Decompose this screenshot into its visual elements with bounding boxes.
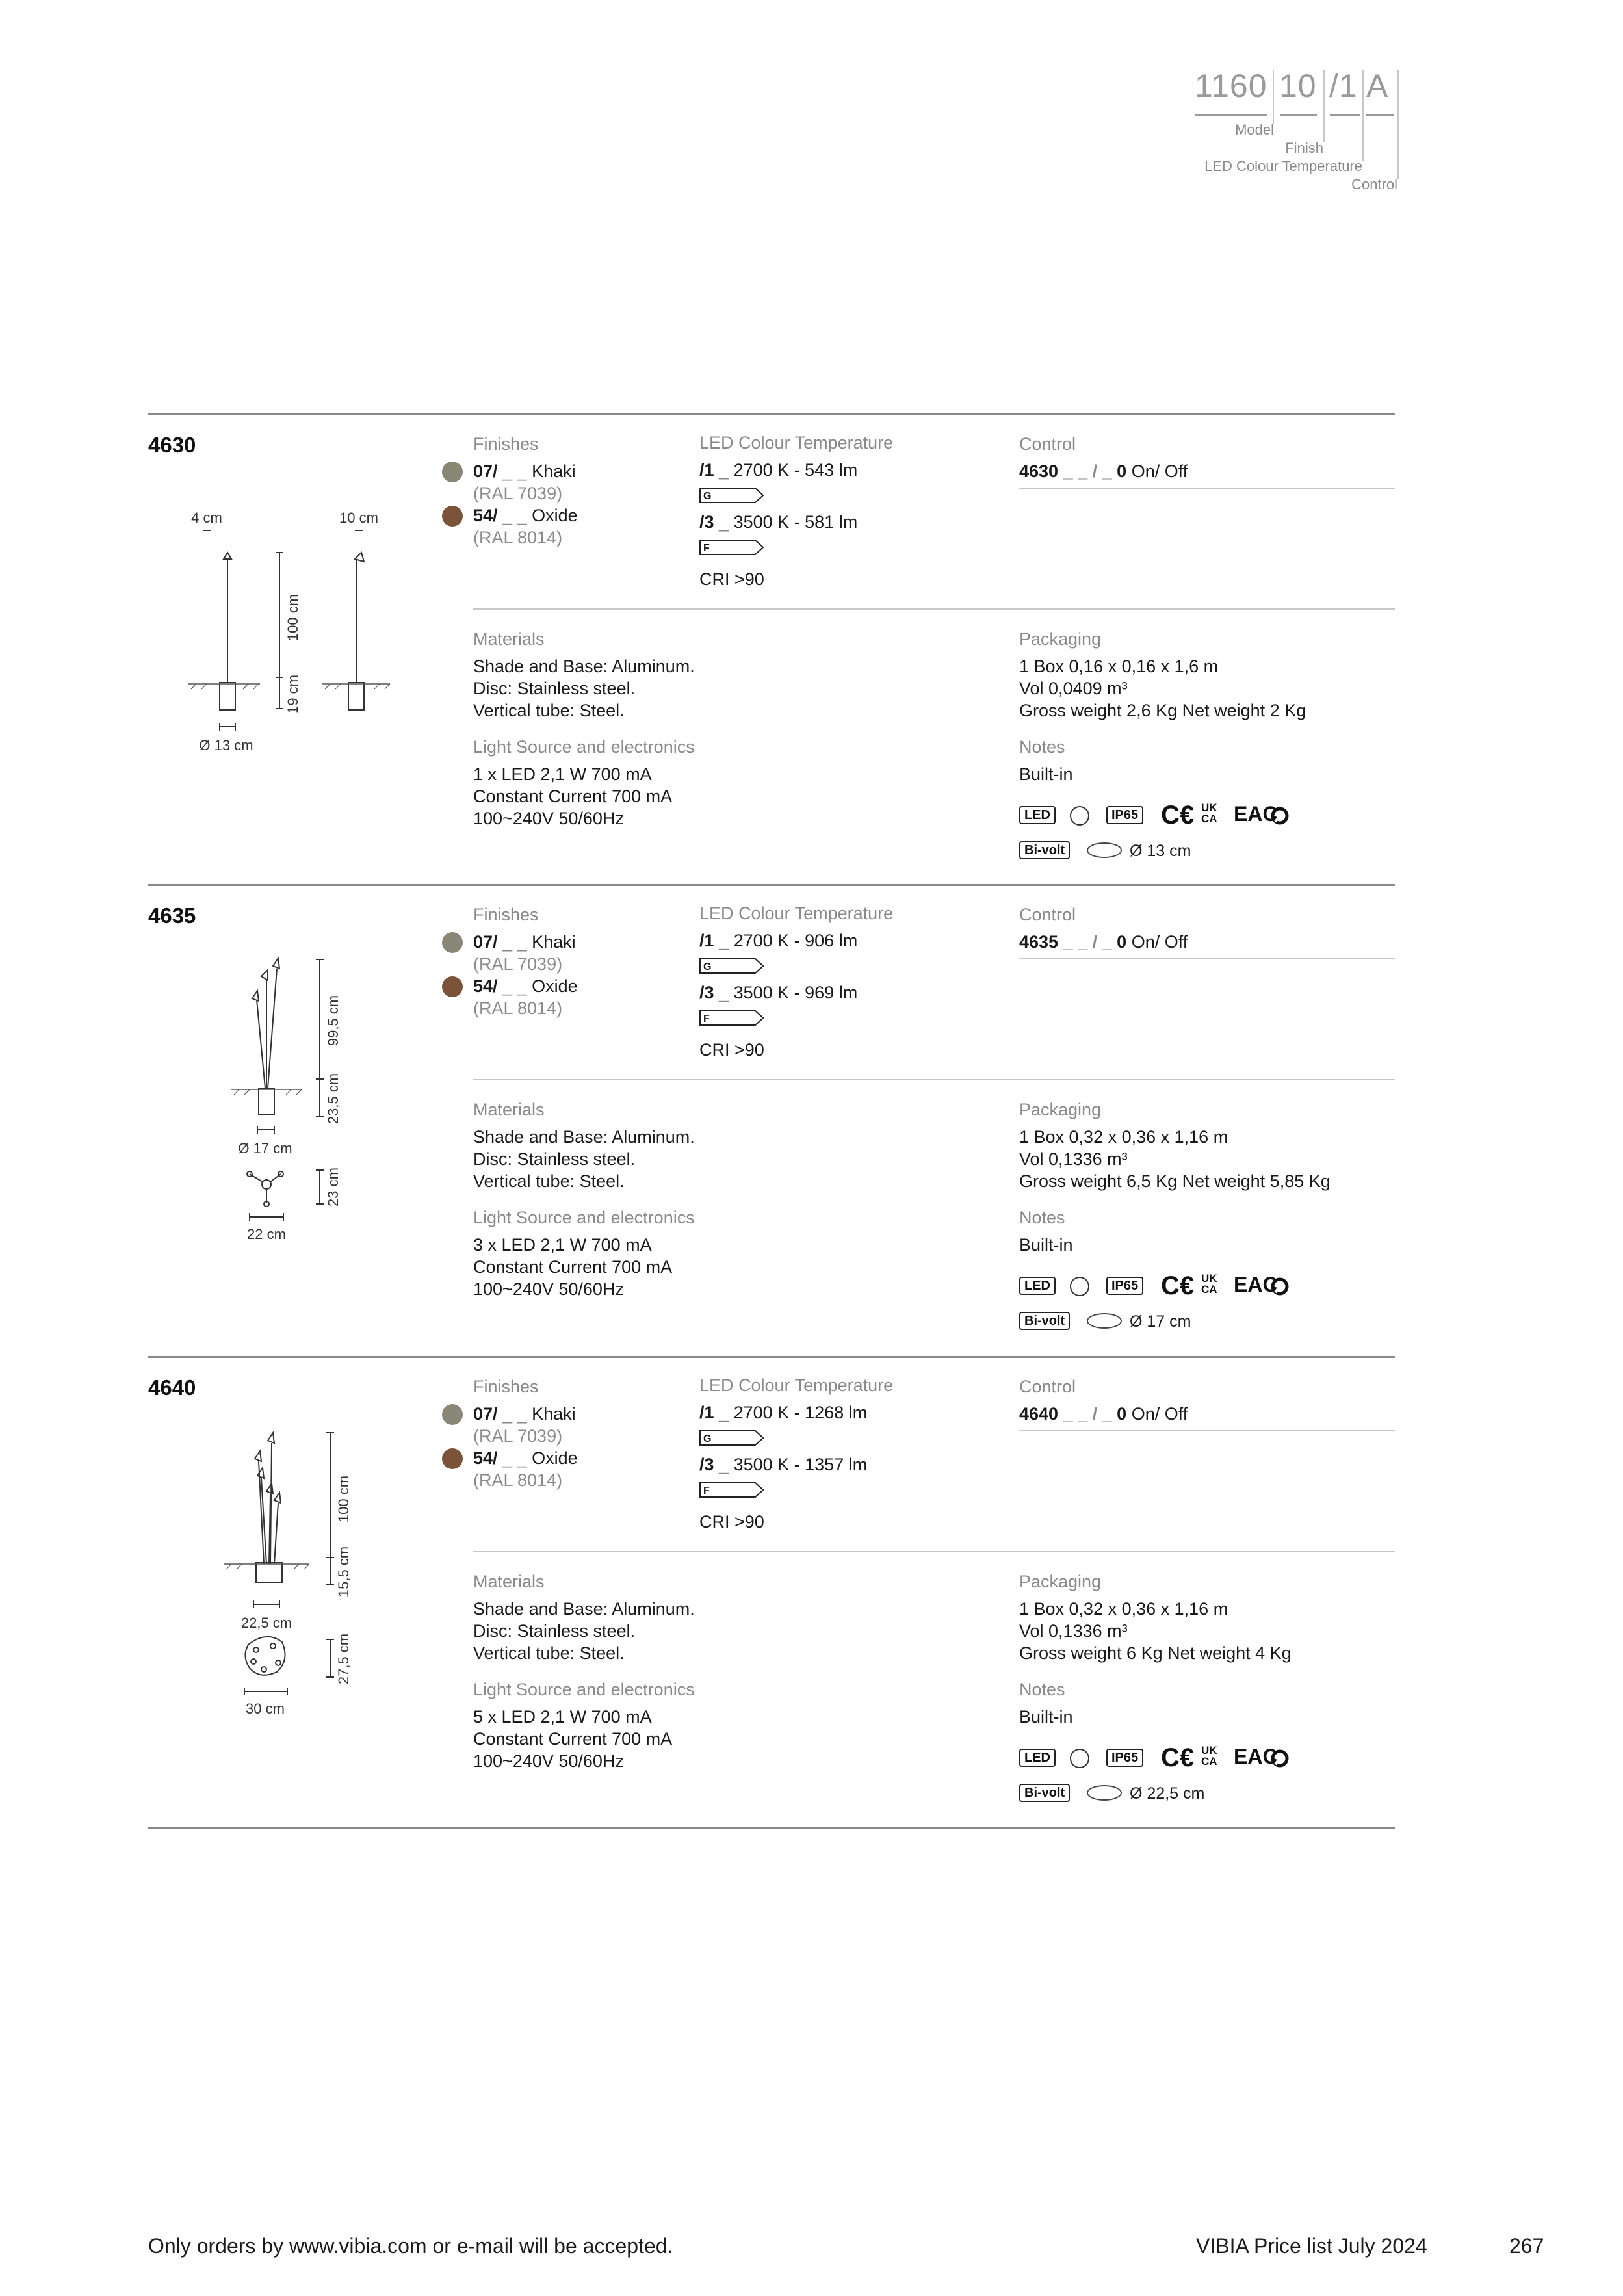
- dim-top-10cm: 10 cm: [339, 510, 378, 526]
- electronics-line: 100~240V 50/60Hz: [473, 809, 624, 828]
- legend-label-control: Control: [1351, 176, 1397, 192]
- dim-base: 23,5 cm: [325, 1073, 341, 1125]
- dim-top-4cm: 4 cm: [191, 510, 222, 526]
- ukca-mark-icon: UK CA: [1201, 802, 1217, 825]
- electronics-line: 3 x LED 2,1 W 700 mA: [473, 1235, 652, 1255]
- recessed-hole-icon: [1087, 842, 1122, 858]
- dim-diameter: 22,5 cm: [240, 1615, 292, 1631]
- product-drawing-4640: [214, 1424, 383, 1723]
- packaging-line: Gross weight 2,6 Kg Net weight 2 Kg: [1019, 701, 1306, 720]
- legend-code-control: A: [1366, 68, 1389, 104]
- control-heading: Control: [1019, 1377, 1076, 1396]
- legend-label-model: Model: [1235, 122, 1274, 138]
- materials-heading: Materials: [473, 1100, 545, 1119]
- energy-class-g-icon: [699, 1430, 764, 1446]
- packaging-heading: Packaging: [1019, 1572, 1102, 1591]
- led-heading: LED Colour Temperature: [699, 904, 894, 923]
- energy-class-f-icon: [699, 1482, 764, 1498]
- dim-height: 100 cm: [285, 594, 301, 642]
- control-heading: Control: [1019, 434, 1076, 454]
- product-drawing-4635: [221, 949, 377, 1248]
- finish-oxide-ral: (RAL 8014): [473, 528, 563, 547]
- ukca-mark-icon: UK CA: [1201, 1744, 1217, 1768]
- materials-line: Shade and Base: Aluminum.: [473, 1599, 695, 1619]
- recycle-icon: [1270, 1277, 1290, 1296]
- hole-diameter: Ø 17 cm: [1130, 1312, 1191, 1331]
- energy-class-g-icon: [699, 488, 764, 503]
- model-number: 4630: [148, 433, 196, 457]
- cri-value: CRI >90: [699, 569, 764, 589]
- packaging-line: Vol 0,0409 m³: [1019, 679, 1128, 698]
- dim-diameter: Ø 17 cm: [238, 1140, 292, 1156]
- control-code: 4635 _ _ / _ 0 On/ Off: [1019, 932, 1188, 952]
- led-heading: LED Colour Temperature: [699, 1376, 894, 1395]
- led-heading: LED Colour Temperature: [699, 433, 894, 452]
- notes-heading: Notes: [1019, 1680, 1065, 1699]
- ce-mark-icon: C€: [1161, 1272, 1195, 1300]
- recessed-hole-icon: [1087, 1785, 1122, 1801]
- finish-swatch-khaki: [442, 462, 463, 482]
- eac-mark-icon: EAC: [1234, 1745, 1278, 1768]
- dim-height: 99,5 cm: [325, 995, 341, 1047]
- bivolt-badge: Bi-volt: [1019, 1784, 1070, 1802]
- bivolt-badge: Bi-volt: [1019, 841, 1070, 859]
- finish-khaki-ral: (RAL 7039): [473, 484, 563, 503]
- ukca-mark-icon: UK CA: [1201, 1272, 1217, 1296]
- materials-line: Vertical tube: Steel.: [473, 1643, 625, 1663]
- led-badge: LED: [1019, 806, 1056, 824]
- cri-value: CRI >90: [699, 1512, 764, 1532]
- light-source-heading: Light Source and electronics: [473, 737, 695, 757]
- ip65-badge: IP65: [1106, 806, 1143, 824]
- materials-heading: Materials: [473, 629, 545, 649]
- energy-class-f-icon: [699, 1010, 764, 1026]
- finish-khaki: 07/ _ _ Khaki: [473, 462, 576, 481]
- finish-swatch-oxide: [442, 976, 463, 997]
- materials-line: Disc: Stainless steel.: [473, 1621, 636, 1641]
- led-badge: LED: [1019, 1277, 1056, 1295]
- led-option-3500k: /3 _ 3500 K - 969 lm: [699, 983, 858, 1002]
- cri-value: CRI >90: [699, 1040, 764, 1060]
- notes-heading: Notes: [1019, 737, 1065, 757]
- packaging-line: 1 Box 0,32 x 0,36 x 1,16 m: [1019, 1127, 1228, 1147]
- finish-oxide-ral: (RAL 8014): [473, 1470, 563, 1490]
- finish-swatch-oxide: [442, 1448, 463, 1469]
- finish-khaki-ral: (RAL 7039): [473, 1426, 563, 1446]
- eac-mark-icon: EAC: [1234, 1273, 1278, 1296]
- finishes-heading: Finishes: [473, 434, 539, 454]
- finish-swatch-khaki: [442, 932, 463, 953]
- led-option-2700k: /1 _ 2700 K - 543 lm: [699, 460, 858, 480]
- packaging-heading: Packaging: [1019, 629, 1102, 649]
- dim-base: 15,5 cm: [335, 1546, 352, 1598]
- class-i-earth-icon: [1070, 1277, 1089, 1296]
- finish-swatch-oxide: [442, 506, 463, 527]
- light-source-heading: Light Source and electronics: [473, 1680, 695, 1699]
- notes-heading: Notes: [1019, 1208, 1065, 1227]
- led-option-2700k: /1 _ 2700 K - 1268 lm: [699, 1403, 868, 1422]
- finishes-heading: Finishes: [473, 1377, 539, 1396]
- dim-disc-width: 22 cm: [247, 1226, 286, 1242]
- finish-swatch-khaki: [442, 1404, 463, 1425]
- materials-line: Shade and Base: Aluminum.: [473, 657, 695, 676]
- legend-code-finish: 10: [1279, 68, 1317, 104]
- dim-height: 100 cm: [335, 1475, 352, 1523]
- dim-base: 19 cm: [285, 675, 301, 714]
- ce-mark-icon: C€: [1161, 1743, 1195, 1772]
- notes-value: Built-in: [1019, 1235, 1073, 1255]
- finish-oxide: 54/ _ _ Oxide: [473, 1448, 578, 1468]
- dim-disc-height: 23 cm: [325, 1168, 341, 1207]
- finish-khaki: 07/ _ _ Khaki: [473, 1404, 576, 1424]
- led-option-3500k: /3 _ 3500 K - 581 lm: [699, 512, 858, 532]
- section-divider: [148, 1827, 1395, 1829]
- svg-text:F: F: [703, 1485, 710, 1496]
- finish-khaki-ral: (RAL 7039): [473, 954, 563, 974]
- packaging-heading: Packaging: [1019, 1100, 1102, 1119]
- packaging-line: 1 Box 0,16 x 0,16 x 1,6 m: [1019, 657, 1219, 676]
- svg-text:G: G: [703, 1433, 712, 1444]
- recycle-icon: [1270, 1749, 1290, 1768]
- finish-oxide: 54/ _ _ Oxide: [473, 976, 578, 996]
- class-i-earth-icon: [1070, 1749, 1089, 1768]
- materials-line: Disc: Stainless steel.: [473, 679, 636, 698]
- bivolt-badge: Bi-volt: [1019, 1312, 1070, 1330]
- finish-oxide: 54/ _ _ Oxide: [473, 506, 578, 525]
- product-drawing-4630: [182, 507, 396, 761]
- materials-line: Shade and Base: Aluminum.: [473, 1127, 695, 1147]
- led-badge: LED: [1019, 1749, 1056, 1767]
- eac-mark-icon: EAC: [1234, 802, 1278, 826]
- materials-line: Vertical tube: Steel.: [473, 1171, 625, 1191]
- electronics-line: 5 x LED 2,1 W 700 mA: [473, 1707, 652, 1727]
- dim-diameter: Ø 13 cm: [199, 737, 253, 753]
- packaging-line: Gross weight 6 Kg Net weight 4 Kg: [1019, 1643, 1292, 1663]
- footer-brand: VIBIA Price list July 2024: [1196, 2234, 1427, 2258]
- finish-khaki: 07/ _ _ Khaki: [473, 932, 576, 952]
- section-divider: [148, 413, 1395, 415]
- electronics-line: Constant Current 700 mA: [473, 1257, 673, 1277]
- finish-oxide-ral: (RAL 8014): [473, 998, 563, 1018]
- materials-line: Vertical tube: Steel.: [473, 701, 625, 720]
- notes-value: Built-in: [1019, 1707, 1073, 1727]
- svg-text:F: F: [703, 1013, 710, 1024]
- electronics-line: 1 x LED 2,1 W 700 mA: [473, 764, 652, 784]
- control-code: 4630 _ _ / _ 0 On/ Off: [1019, 462, 1188, 481]
- legend-label-finish: Finish: [1285, 140, 1323, 156]
- svg-text:G: G: [703, 491, 712, 502]
- class-i-earth-icon: [1070, 806, 1089, 826]
- svg-text:G: G: [703, 961, 712, 972]
- packaging-line: Vol 0,1336 m³: [1019, 1621, 1128, 1641]
- ip65-badge: IP65: [1106, 1277, 1143, 1295]
- section-divider: [148, 1356, 1395, 1358]
- electronics-line: 100~240V 50/60Hz: [473, 1751, 624, 1771]
- legend-code-led: /1: [1329, 68, 1358, 104]
- model-number: 4635: [148, 904, 196, 928]
- notes-value: Built-in: [1019, 764, 1073, 784]
- page-number: 267: [1509, 2234, 1544, 2258]
- hole-diameter: Ø 13 cm: [1130, 842, 1191, 860]
- ce-mark-icon: C€: [1161, 801, 1195, 829]
- packaging-line: 1 Box 0,32 x 0,36 x 1,16 m: [1019, 1599, 1228, 1619]
- section-divider: [148, 884, 1395, 886]
- energy-class-f-icon: [699, 540, 764, 555]
- footer-order-note: Only orders by www.vibia.com or e-mail will be accepted.: [148, 2234, 673, 2258]
- recessed-hole-icon: [1087, 1313, 1122, 1329]
- packaging-line: Gross weight 6,5 Kg Net weight 5,85 Kg: [1019, 1171, 1331, 1191]
- electronics-line: Constant Current 700 mA: [473, 787, 673, 806]
- materials-heading: Materials: [473, 1572, 545, 1591]
- electronics-line: Constant Current 700 mA: [473, 1729, 673, 1749]
- light-source-heading: Light Source and electronics: [473, 1208, 695, 1227]
- materials-line: Disc: Stainless steel.: [473, 1149, 636, 1169]
- model-number: 4640: [148, 1376, 196, 1400]
- code-legend: [1170, 62, 1404, 198]
- legend-code-model: 1160: [1195, 68, 1267, 104]
- legend-label-led: LED Colour Temperature: [1204, 158, 1362, 174]
- ip65-badge: IP65: [1106, 1749, 1143, 1767]
- control-heading: Control: [1019, 905, 1076, 924]
- recycle-icon: [1270, 806, 1290, 826]
- finishes-heading: Finishes: [473, 905, 539, 924]
- dim-disc-width: 30 cm: [246, 1701, 285, 1717]
- led-option-3500k: /3 _ 3500 K - 1357 lm: [699, 1455, 868, 1474]
- electronics-line: 100~240V 50/60Hz: [473, 1279, 624, 1299]
- hole-diameter: Ø 22,5 cm: [1130, 1784, 1205, 1803]
- packaging-line: Vol 0,1336 m³: [1019, 1149, 1128, 1169]
- dim-disc-height: 27,5 cm: [335, 1633, 352, 1685]
- energy-class-g-icon: [699, 958, 764, 974]
- control-code: 4640 _ _ / _ 0 On/ Off: [1019, 1404, 1188, 1424]
- svg-text:F: F: [703, 543, 710, 554]
- led-option-2700k: /1 _ 2700 K - 906 lm: [699, 931, 858, 950]
